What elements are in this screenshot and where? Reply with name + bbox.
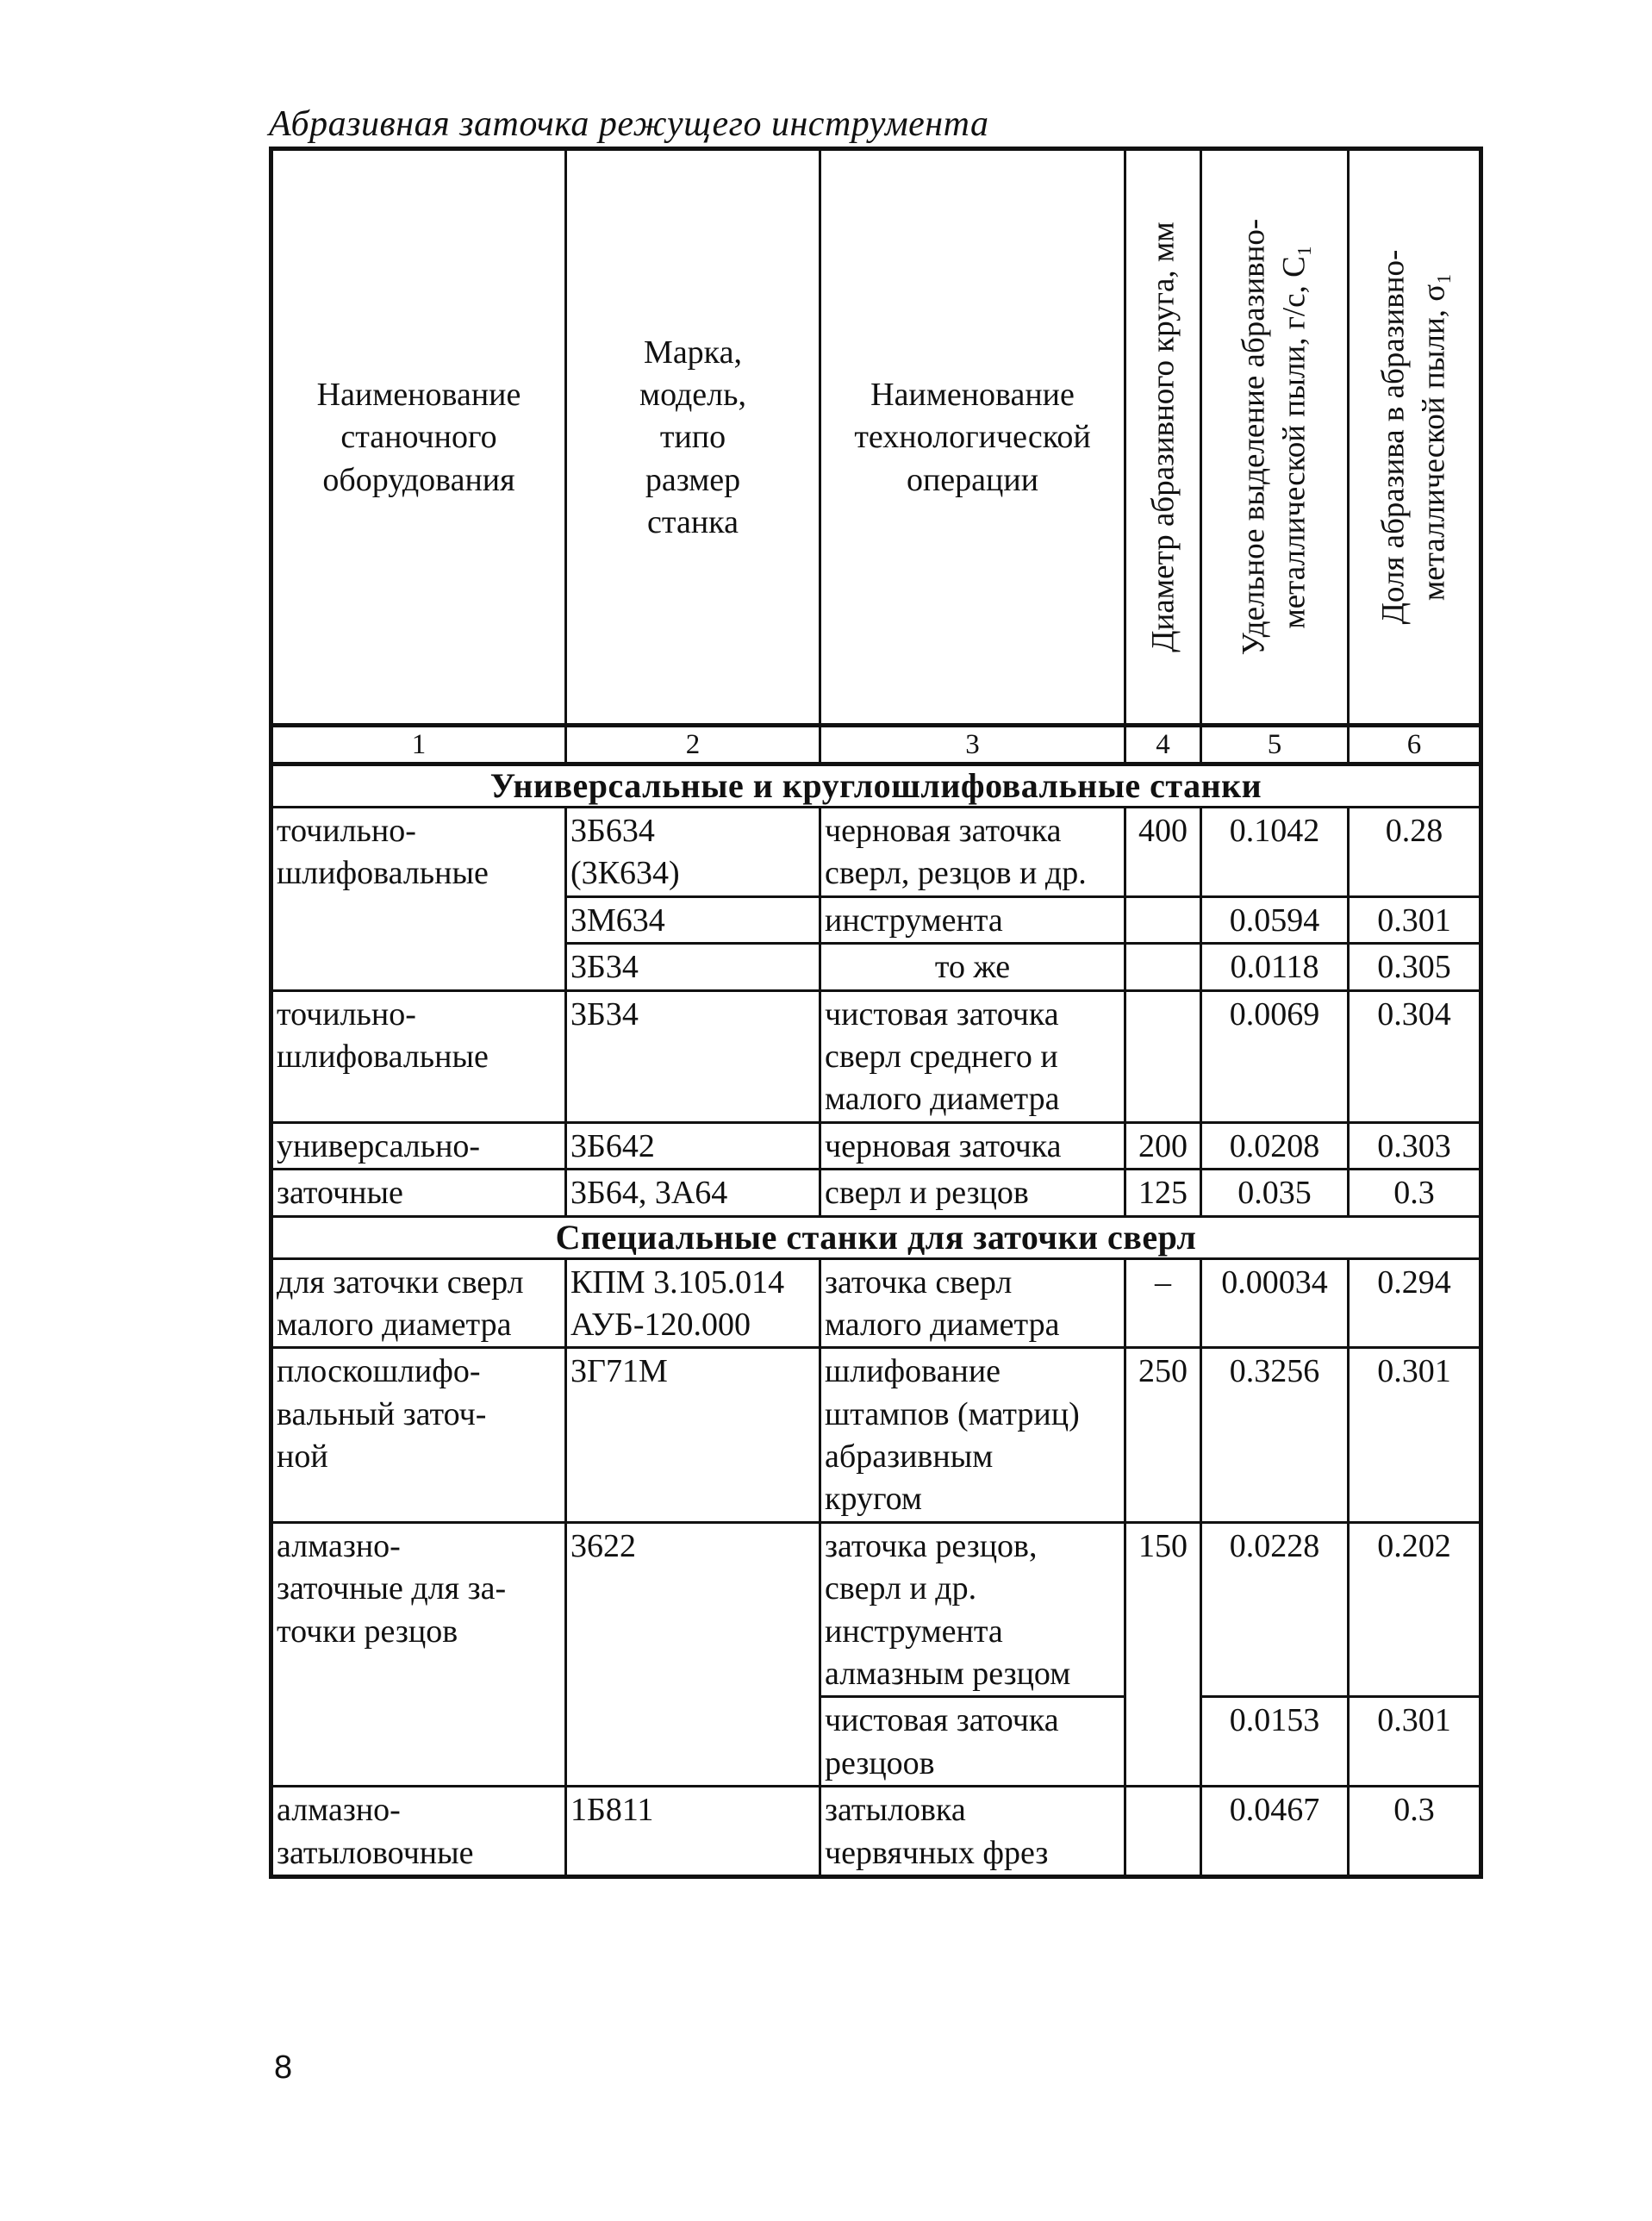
- table-row: [271, 1787, 1481, 1877]
- table-row: [271, 1348, 1481, 1523]
- emission-cell: 0.0594: [1201, 896, 1349, 943]
- emission-cell: 0.0153: [1201, 1697, 1349, 1787]
- emission-cell: 0.0208: [1201, 1122, 1349, 1169]
- emission-cell: 0.0467: [1201, 1787, 1349, 1877]
- fraction-cell: 0.3: [1349, 1787, 1481, 1877]
- emission-cell: 0.1042: [1201, 808, 1349, 897]
- model-cell: 3Г71М: [566, 1348, 820, 1523]
- equipment-cell: заточные: [271, 1170, 566, 1216]
- fraction-cell: 0.301: [1349, 896, 1481, 943]
- model-cell: 3М634: [566, 896, 820, 943]
- diameter-cell: [1125, 944, 1201, 990]
- col-number: 6: [1349, 726, 1481, 764]
- operation-cell: то же: [820, 944, 1125, 990]
- operation-cell: черновая заточка сверл, резцов и др.: [820, 808, 1125, 897]
- header-operation-name: Наименование технологической операции: [820, 149, 1125, 726]
- header-abrasive-fraction: Доля абразива в абразивно- металлической пыли, σ₁: [1349, 149, 1481, 726]
- model-cell: 3Б64, 3А64: [566, 1170, 820, 1216]
- header-row: [271, 149, 1481, 726]
- fraction-cell: 0.294: [1349, 1258, 1481, 1348]
- fraction-cell: 0.304: [1349, 990, 1481, 1122]
- diameter-cell: –: [1125, 1258, 1201, 1348]
- header-specific-emission: Удельное выделение абразивно- металлической пыли, г/с, C₁: [1201, 149, 1349, 726]
- emission-cell: 0.3256: [1201, 1348, 1349, 1523]
- operation-cell: черновая заточка: [820, 1122, 1125, 1169]
- fraction-cell: 0.301: [1349, 1348, 1481, 1523]
- section-title: Универсальные и круглошлифовальные станки: [271, 764, 1481, 808]
- diameter-cell: 125: [1125, 1170, 1201, 1216]
- column-number-row: [271, 726, 1481, 764]
- data-table: [269, 147, 1483, 1879]
- diameter-cell: 400: [1125, 808, 1201, 897]
- table-row: [271, 1122, 1481, 1169]
- operation-cell: шлифование штампов (матриц) абразивным кругом: [820, 1348, 1125, 1523]
- table-row: [271, 990, 1481, 1122]
- diameter-cell: 200: [1125, 1122, 1201, 1169]
- header-wheel-diameter: Диаметр абразивного круга, мм: [1125, 149, 1201, 726]
- header-equipment-name: Наименование станочного оборудования: [271, 149, 566, 726]
- model-cell: 3622: [566, 1522, 820, 1786]
- header-machine-model: Марка, модель, типо размер станка: [566, 149, 820, 726]
- operation-cell: заточка резцов, сверл и др. инструмента алмазным резцом: [820, 1522, 1125, 1697]
- col-number: 1: [271, 726, 566, 764]
- equipment-cell: универсально-: [271, 1122, 566, 1169]
- page-number: 8: [274, 2049, 293, 2086]
- section-row: [271, 764, 1481, 808]
- fraction-cell: 0.28: [1349, 808, 1481, 897]
- operation-cell: чистовая заточка резцоов: [820, 1697, 1125, 1787]
- running-head: Абразивная заточка режущего инструмента: [269, 104, 989, 144]
- fraction-cell: 0.305: [1349, 944, 1481, 990]
- model-cell: КПМ 3.105.014 АУБ-120.000: [566, 1258, 820, 1348]
- col-number: 5: [1201, 726, 1349, 764]
- equipment-cell: алмазно- заточные для за- точки резцов: [271, 1522, 566, 1786]
- equipment-cell: для заточки сверл малого диаметра: [271, 1258, 566, 1348]
- model-cell: 3Б34: [566, 944, 820, 990]
- operation-cell: заточка сверл малого диаметра: [820, 1258, 1125, 1348]
- table-row: [271, 1522, 1481, 1697]
- table-row: [271, 1170, 1481, 1216]
- fraction-cell: 0.303: [1349, 1122, 1481, 1169]
- emission-cell: 0.035: [1201, 1170, 1349, 1216]
- table-row: [271, 808, 1481, 897]
- model-cell: 3Б634 (3К634): [566, 808, 820, 897]
- model-cell: 1Б811: [566, 1787, 820, 1877]
- fraction-cell: 0.301: [1349, 1697, 1481, 1787]
- operation-cell: сверл и резцов: [820, 1170, 1125, 1216]
- operation-cell: затыловка червячных фрез: [820, 1787, 1125, 1877]
- emission-cell: 0.0228: [1201, 1522, 1349, 1697]
- equipment-cell: плоскошлифо- вальный заточ- ной: [271, 1348, 566, 1523]
- model-cell: 3Б642: [566, 1122, 820, 1169]
- emission-cell: 0.0118: [1201, 944, 1349, 990]
- col-number: 3: [820, 726, 1125, 764]
- fraction-cell: 0.202: [1349, 1522, 1481, 1697]
- emission-cell: 0.0069: [1201, 990, 1349, 1122]
- diameter-cell: [1125, 1787, 1201, 1877]
- section-row: [271, 1216, 1481, 1258]
- diameter-cell: 250: [1125, 1348, 1201, 1523]
- equipment-cell: точильно- шлифовальные: [271, 990, 566, 1122]
- operation-cell: чистовая заточка сверл среднего и малого диаметра: [820, 990, 1125, 1122]
- model-cell: 3Б34: [566, 990, 820, 1122]
- operation-cell: инструмента: [820, 896, 1125, 943]
- table-row: [271, 1258, 1481, 1348]
- col-number: 4: [1125, 726, 1201, 764]
- diameter-cell: [1125, 896, 1201, 943]
- diameter-cell: 150: [1125, 1522, 1201, 1786]
- col-number: 2: [566, 726, 820, 764]
- diameter-cell: [1125, 990, 1201, 1122]
- equipment-cell: точильно- шлифовальные: [271, 808, 566, 991]
- fraction-cell: 0.3: [1349, 1170, 1481, 1216]
- equipment-cell: алмазно- затыловочные: [271, 1787, 566, 1877]
- section-title: Специальные станки для заточки сверл: [271, 1216, 1481, 1258]
- emission-cell: 0.00034: [1201, 1258, 1349, 1348]
